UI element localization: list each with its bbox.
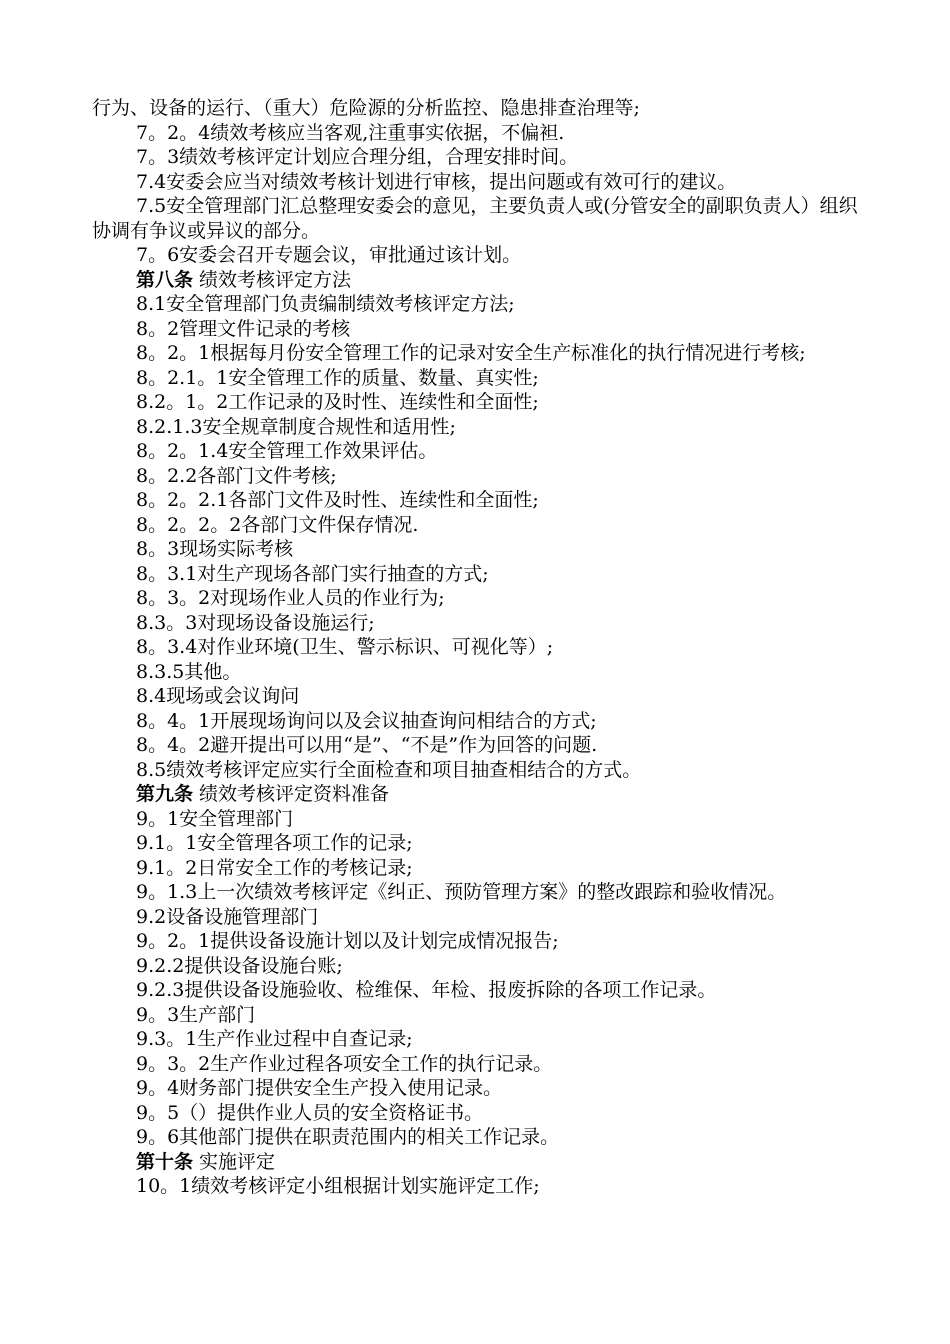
article-title: 绩效考核评定方法 — [193, 268, 352, 291]
clause-paragraph: 8.2.1.3安全规章制度合规性和适用性; — [136, 415, 456, 438]
clause-paragraph: 8。2。1根据每月份安全管理工作的记录对安全生产标准化的执行情况进行考核; — [136, 342, 806, 364]
clause-paragraph: 7。2。4绩效考核应当客观,注重事实依据，不偏袒. — [136, 121, 565, 144]
clause-paragraph: 9。2。1提供设备设施计划以及计划完成情况报告; — [136, 930, 559, 952]
clause-paragraph: 9.2.2提供设备设施台账; — [136, 954, 343, 977]
clause-paragraph: 9.3。1生产作业过程中自查记录; — [136, 1028, 413, 1050]
clause-paragraph: 7。3绩效考核评定计划应合理分组，合理安排时间。 — [136, 146, 579, 168]
clause-paragraph: 8。4。1开展现场询问以及会议抽查询问相结合的方式; — [136, 709, 597, 732]
clause-paragraph: 9.2设备设施管理部门 — [136, 905, 319, 928]
article-title: 实施评定 — [193, 1150, 276, 1173]
article-heading — [92, 1150, 862, 1175]
clause-paragraph: 9。6其他部门提供在职责范围内的相关工作记录。 — [136, 1126, 560, 1148]
article-heading — [92, 782, 862, 807]
article-number: 第十条 — [136, 1150, 194, 1173]
clause-paragraph: 9。5（）提供作业人员的安全资格证书。 — [136, 1101, 484, 1124]
document-body — [92, 96, 862, 1199]
clause-paragraph: 9.1。2日常安全工作的考核记录; — [136, 856, 413, 879]
article-number: 第九条 — [136, 783, 194, 805]
clause-paragraph: 8。2。2.1各部门文件及时性、连续性和全面性; — [136, 489, 539, 511]
clause-paragraph: 9。1安全管理部门 — [136, 807, 294, 830]
clause-paragraph: 8。2管理文件记录的考核 — [136, 317, 351, 340]
clause-paragraph: 8。3.1对生产现场各部门实行抽查的方式; — [136, 562, 489, 585]
clause-paragraph: 9。3。2生产作业过程各项安全工作的执行记录。 — [136, 1052, 553, 1075]
clause-paragraph: 8。2。1.4安全管理工作效果评估。 — [136, 440, 438, 462]
article-heading — [92, 268, 862, 293]
clause-paragraph: 8。2.1。1安全管理工作的质量、数量、真实性; — [136, 366, 539, 389]
clause-paragraph: 8。3。2对现场作业人员的作业行为; — [136, 587, 445, 609]
continued-paragraph: 行为、设备的运行、（重大）危险源的分析监控、隐患排查治理等; — [92, 97, 640, 119]
clause-paragraph: 9.1。1安全管理各项工作的记录; — [136, 832, 413, 854]
clause-paragraph: 9。4财务部门提供安全生产投入使用记录。 — [136, 1077, 503, 1099]
clause-paragraph: 8。4。2避开提出可以用“是”、“不是”作为回答的问题. — [136, 734, 598, 756]
clause-paragraph: 9。3生产部门 — [136, 1003, 256, 1026]
clause-paragraph: 8.1安全管理部门负责编制绩效考核评定方法; — [136, 293, 515, 315]
clause-paragraph: 8.2。1。2工作记录的及时性、连续性和全面性; — [136, 391, 539, 413]
clause-paragraph: 9。1.3上一次绩效考核评定《纠正、预防管理方案》的整改跟踪和验收情况。 — [136, 881, 787, 903]
clause-paragraph: 10。1绩效考核评定小组根据计划实施评定工作; — [136, 1175, 540, 1197]
clause-paragraph: 8.4现场或会议询问 — [136, 685, 300, 707]
clause-paragraph: 8.5绩效考核评定应实行全面检查和项目抽查相结合的方式。 — [136, 758, 642, 781]
clause-paragraph: 9.2.3提供设备设施验收、检维保、年检、报废拆除的各项工作记录。 — [136, 979, 717, 1001]
clause-paragraph: 8。2。2。2各部门文件保存情况. — [136, 513, 419, 536]
article-number: 第八条 — [136, 268, 194, 291]
clause-paragraph: 8。3.4对作业环境(卫生、警示标识、可视化等）; — [136, 636, 554, 658]
clause-paragraph: 8.3。3对现场设备设施运行; — [136, 611, 375, 634]
clause-paragraph: 8。3现场实际考核 — [136, 538, 294, 560]
clause-paragraph: 8。2.2各部门文件考核; — [136, 464, 337, 487]
clause-paragraph: 7。6安委会召开专题会议，审批通过该计划。 — [136, 244, 522, 266]
clause-paragraph: 7.5安全管理部门汇总整理安委会的意见，主要负责人或(分管安全的副职负责人）组织协调有争议或异议的部分。 — [92, 195, 858, 242]
clause-paragraph: 8.3.5其他。 — [136, 660, 242, 683]
article-title: 绩效考核评定资料准备 — [193, 783, 390, 805]
clause-paragraph: 7.4安委会应当对绩效考核计划进行审核，提出问题或有效可行的建议。 — [136, 170, 737, 193]
